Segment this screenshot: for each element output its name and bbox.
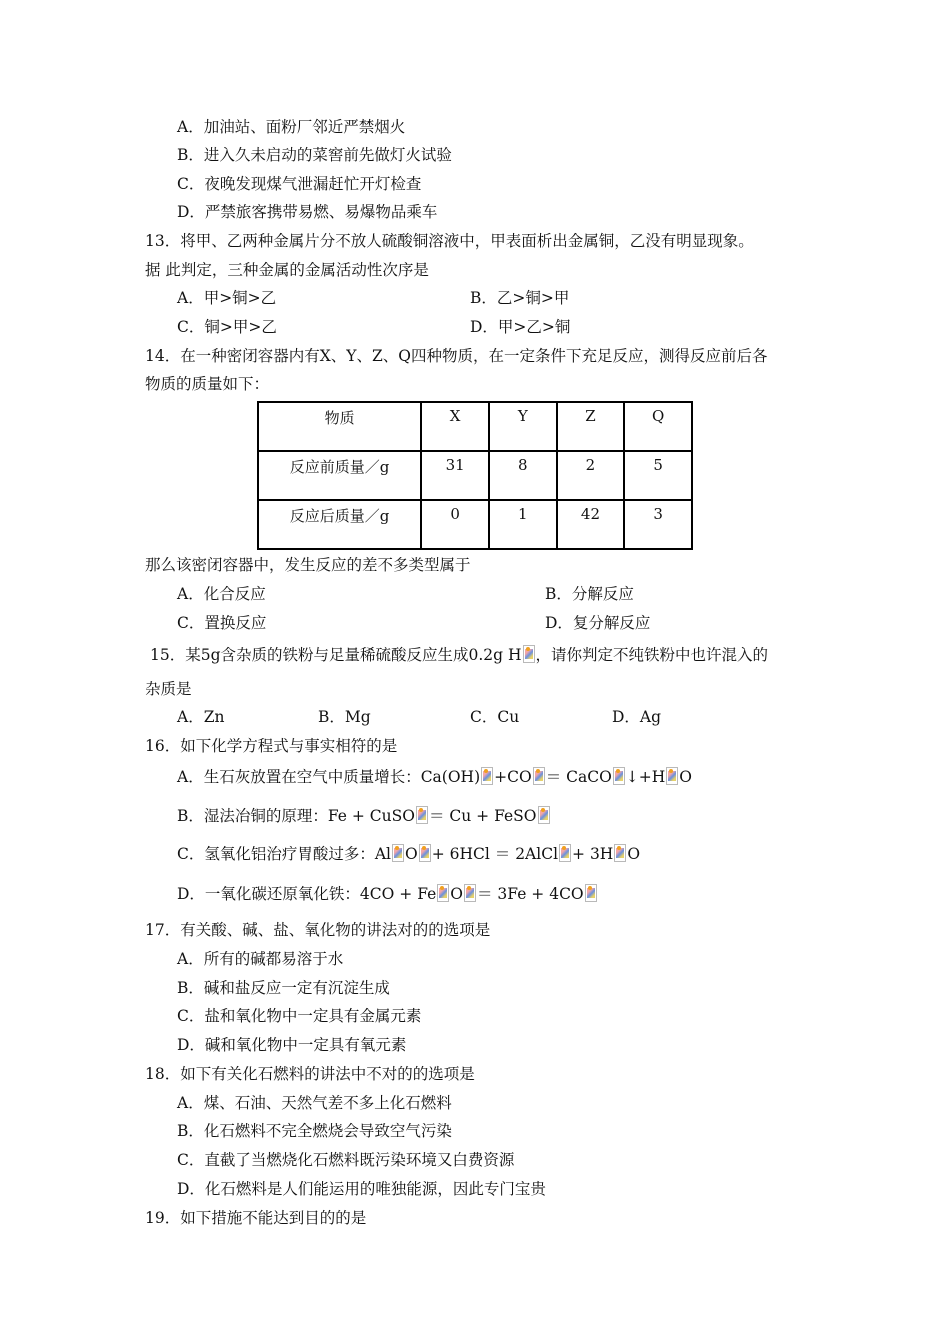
q14-option-c: C．置换反应 (177, 614, 267, 632)
equation-text: + 3H (572, 845, 614, 863)
q15-option-a: A．Zn (177, 708, 225, 726)
q17-option-a: A．所有的碱都易溶于水 (177, 950, 344, 968)
equation-text: A．生石灰放置在空气中质量增长：Ca(OH) (177, 768, 481, 786)
q16-option-b (177, 806, 551, 826)
broken-image-icon (666, 767, 678, 785)
q15-stem-text-b: ，请你判定不纯铁粉中也许混入的 (535, 646, 769, 664)
q15-option-c: C．Cu (470, 708, 520, 726)
broken-image-icon (585, 884, 597, 902)
table-header-cell: Q (624, 402, 692, 451)
broken-image-icon (419, 844, 431, 862)
q13-option-a: A．甲>铜>乙 (177, 289, 277, 307)
broken-image-icon (613, 767, 625, 785)
mass-table (257, 401, 693, 550)
q16-option-a (177, 767, 692, 787)
equation-text: B．湿法冶铜的原理：Fe + CuSO (177, 807, 415, 825)
q12-option-c: C．夜晚发现煤气泄漏赶忙开灯检查 (177, 175, 422, 193)
equation-text: D．一氧化碳还原氧化铁：4CO + Fe (177, 885, 437, 903)
q15-stem-line2: 杂质是 (145, 680, 192, 698)
q14-option-b: B．分解反应 (545, 585, 634, 603)
equation-text: O (450, 885, 463, 903)
table-cell: 1 (489, 500, 556, 549)
q14-option-d: D．复分解反应 (545, 614, 651, 632)
equation-text: ＝ Cu + FeSO (428, 807, 537, 825)
q18-option-a: A．煤、石油、天然气差不多上化石燃料 (177, 1094, 452, 1112)
table-header-cell: Y (489, 402, 556, 451)
q13-option-d: D．甲>乙>铜 (470, 318, 571, 336)
q14-option-a: A．化合反应 (177, 585, 266, 603)
table-cell: 反应后质量／g (258, 500, 421, 549)
table-cell: 31 (421, 451, 489, 500)
q18-stem: 18．如下有关化石燃料的讲法中不对的的选项是 (145, 1065, 475, 1083)
table-cell: 8 (489, 451, 556, 500)
table-row (258, 451, 692, 500)
equation-text: O (627, 845, 641, 863)
q13-stem-line2: 据 此判定，三种金属的金属活动性次序是 (145, 261, 429, 279)
table-cell: 3 (624, 500, 692, 549)
broken-image-icon (523, 645, 535, 663)
broken-image-icon (416, 806, 428, 824)
q13-option-b: B．乙>铜>甲 (470, 289, 570, 307)
q18-option-c: C．直截了当燃烧化石燃料既污染环境又白费资源 (177, 1151, 515, 1169)
q15-option-b: B．Mg (318, 708, 371, 726)
q16-stem: 16．如下化学方程式与事实相符的是 (145, 737, 398, 755)
q14-followup: 那么该密闭容器中，发生反应的差不多类型属于 (145, 556, 471, 574)
table-cell: 0 (421, 500, 489, 549)
table-header-cell: Z (557, 402, 625, 451)
q19-stem: 19．如下措施不能达到目的的是 (145, 1209, 367, 1227)
table-cell: 5 (624, 451, 692, 500)
broken-image-icon (392, 844, 404, 862)
q17-option-b: B．碱和盐反应一定有沉淀生成 (177, 979, 390, 997)
broken-image-icon (481, 767, 493, 785)
broken-image-icon (559, 844, 571, 862)
q15-option-d: D．Ag (612, 708, 662, 726)
broken-image-icon (614, 844, 626, 862)
q13-option-c: C．铜>甲>乙 (177, 318, 277, 336)
broken-image-icon (533, 767, 545, 785)
q16-option-d (177, 884, 598, 904)
q18-option-d: D．化石燃料是人们能运用的唯独能源，因此专门宝贵 (177, 1180, 546, 1198)
equation-text: ＝ CaCO (545, 768, 612, 786)
q14-stem-line2: 物质的质量如下： (145, 375, 270, 393)
table-header-cell: X (421, 402, 489, 451)
equation-text: ＝ 3Fe + 4CO (477, 885, 584, 903)
q12-option-d: D．严禁旅客携带易燃、易爆物品乘车 (177, 203, 438, 221)
table-cell: 2 (557, 451, 625, 500)
broken-image-icon (437, 884, 449, 902)
table-row (258, 500, 692, 549)
table-cell: 42 (557, 500, 625, 549)
q17-option-c: C．盐和氧化物中一定具有金属元素 (177, 1007, 422, 1025)
q17-option-d: D．碱和氧化物中一定具有氧元素 (177, 1036, 407, 1054)
q15-stem-line1 (150, 645, 768, 665)
broken-image-icon (538, 806, 550, 824)
q18-option-b: B．化石燃料不完全燃烧会导致空气污染 (177, 1122, 452, 1140)
equation-text: O (405, 845, 418, 863)
equation-text: O (679, 768, 693, 786)
equation-text: +CO (494, 768, 532, 786)
table-cell: 反应前质量／g (258, 451, 421, 500)
q16-option-c (177, 844, 640, 864)
q15-stem-text-a: 15．某5g含杂质的铁粉与足量稀硫酸反应生成0.2g H (150, 646, 522, 664)
table-header-cell: 物质 (258, 402, 421, 451)
table-header-row (258, 402, 692, 451)
q17-stem: 17．有关酸、碱、盐、氧化物的讲法对的的选项是 (145, 921, 491, 939)
q13-stem-line1: 13．将甲、乙两种金属片分不放人硫酸铜溶液中，甲表面析出金属铜，乙没有明显现象。 (145, 232, 754, 250)
q14-stem-line1: 14．在一种密闭容器内有X、Y、Z、Q四种物质，在一定条件下充足反应，测得反应前后各 (145, 347, 768, 365)
equation-text: C．氢氧化铝治疗胃酸过多：Al (177, 845, 392, 863)
q12-option-a: A．加油站、面粉厂邻近严禁烟火 (177, 118, 406, 136)
equation-text: ↓+H (625, 768, 666, 786)
q12-option-b: B．进入久未启动的菜窖前先做灯火试验 (177, 146, 452, 164)
broken-image-icon (464, 884, 476, 902)
equation-text: + 6HCl ＝ 2AlCl (431, 845, 559, 863)
